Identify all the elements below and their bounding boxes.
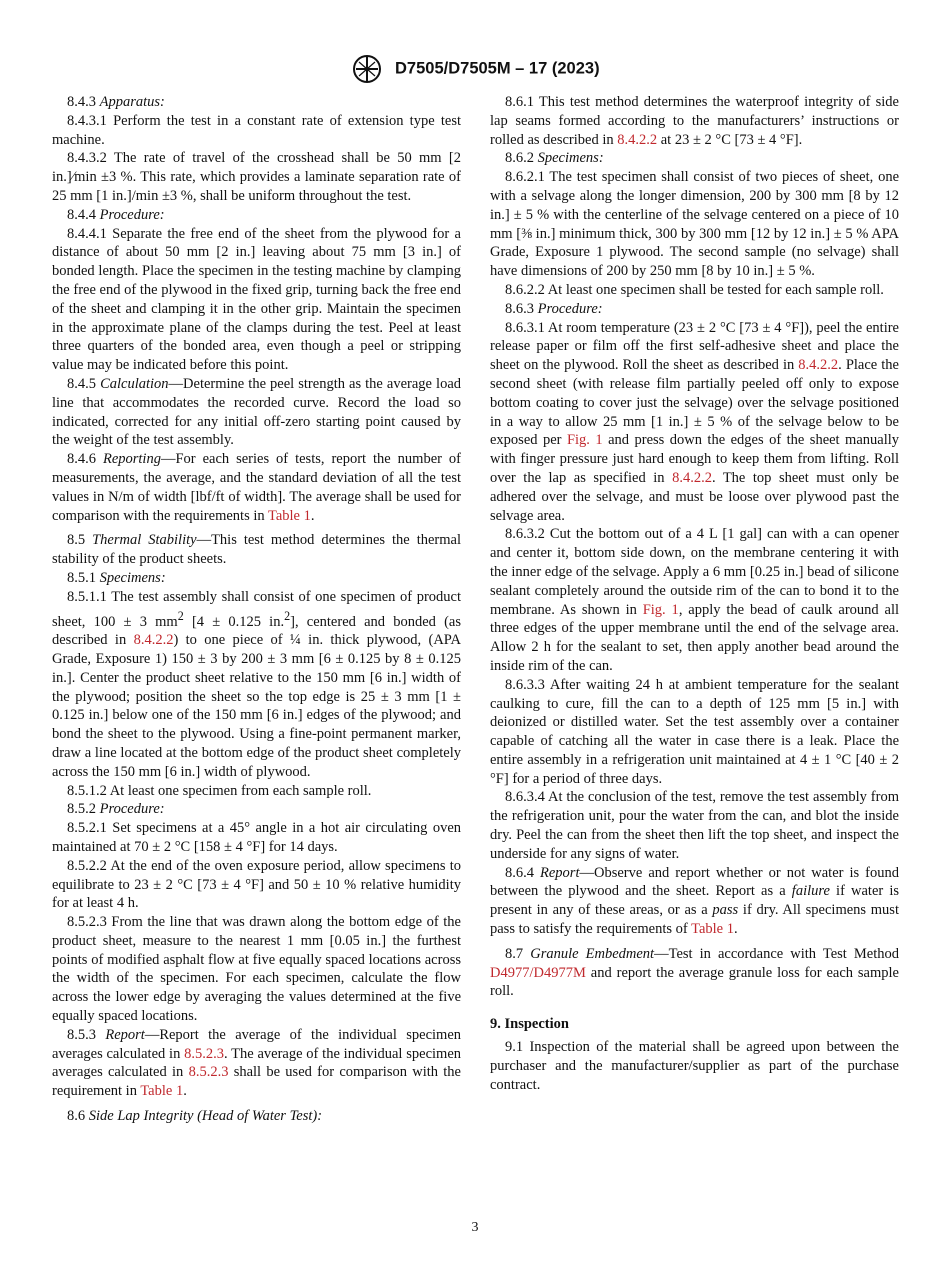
section-9-heading: 9. Inspection [490,1016,569,1033]
section-8-6-2-1: 8.6.2.1 The test specimen shall consist of two pieces of sheet, one with a selvage along the longer dimension, 200 by 300 mm [8 by 12 in.] ± 5 % with the centerline of the selvage centered on a piece of 10 mm [⅜ in.] minimum thick, 300 by 300 mm [12 by 12 in.] ± 5 % APA Grade, Exposure 1 plywood. The second sample (no selvage) shall have dimensions of 200 by 250 mm [8 by 10 in.] ± 5 %. [490,169,899,280]
section-8-6-4: 8.6.4 Report—Observe and report whether or not water is found between the plywood and the sheet. Report as a failure if water is present in any of these areas, or as a pass if dry. All specimens must pass to satisfy the requirements of Table 1. [490,864,899,938]
section-8-6-3-3: 8.6.3.3 After waiting 24 h at ambient temperature for the sealant caulking to cure, fill the can to a depth of 125 mm [5 in.] with deionized or distilled water. Set the test assembly over a container capable of catching all the water in case there is a leak. Place the entire assembly in a refrigeration unit maintained at 4 ± 1 °C [40 ± 2 °F] for a period of three days. [490,676,899,787]
link-fig-1[interactable]: Fig. 1 [566,432,603,449]
section-8-4-3-1: 8.4.3.1 Perform the test in a constant rate of extension type test machine. [52,112,461,148]
link-d4977[interactable]: D4977/D4977M [490,964,586,981]
link-8-4-2-2-e[interactable]: 8.4.2.2 [672,469,712,486]
link-8-4-2-2-d[interactable]: 8.4.2.2 [798,357,839,374]
section-8-6-3: 8.6.3 Procedure: [505,300,603,317]
section-8-4-6: 8.4.6 Reporting—For each series of tests, report the number of measurements, the average, and the standard deviation of all the test values in N/m of width [lbf/ft of width]. The average shall be used for comparison with the requirements in Table 1. [52,451,462,524]
section-8-4-5: 8.4.5 Calculation—Determine the peel strength as the average load line that accommodates the recorded curve. Record the load so indicated, corrected for any initial off-zero starting point caused by the weight of the test assembly. [52,375,462,449]
section-8-5-2: 8.5.2 Procedure: [67,801,165,818]
link-8-5-2-3[interactable]: 8.5.2.3 [184,1045,224,1062]
section-8-5-1-1: 8.5.1.1 The test assembly shall consist of one specimen of product sheet, 100 ± 3 $mm^2$ [4 ± 0.125 in.$^2$], centered and bonded (as described in 8.4.2.2) to one piece of ¼ in. thick plywood, (APA Grade, Exposure 1) 150 ± 3 by 200 ± 3 mm [6 ± 0.125 by 8 ± 0.125 in.]. Center the product sheet relative to the 150 mm [6 in.] width of the plywood; position the sheet so the top edge is 25 ± 3 mm [1 ± 0.125 in.] below one of the 150 mm [6 in.] edges of the plywood; and bond the sheet to the plywood. Using a fine-point permanent marker, draw a line located at the bottom edge of the product sheet completely across the 150 mm [6 in.] width of plywood. [52,588,462,780]
link-table-1-c[interactable]: Table 1 [691,921,734,938]
astm-logo-icon [350,54,384,84]
link-fig-1-b[interactable]: Fig. 1 [642,601,679,618]
section-8-5-3: 8.5.3 Report—Report the average of the individual specimen averages calculated in 8.5.2.3. The average of the individual specimen averages calculated in 8.5.2.3 shall be used for comparison with the requirement in Table 1. [52,1026,462,1100]
section-8-4-3: 8.4.3 Apparatus: [67,94,165,110]
section-8-6-1: 8.6.1 This test method determines the waterproof integrity of side lap seams formed according to the manufacturers’ instructions or rolled as described in 8.4.2.2 at 23 ± 2 °C [73 ± 4 °F]. [490,94,899,148]
section-8-5-1: 8.5.1 Specimens: [67,569,166,586]
section-8-5-2-1: 8.5.2.1 Set specimens at a 45° angle in a hot air circulating oven maintained at 70 ± 2 °C [158 ± 4 °F] for 14 days. [52,820,461,855]
section-8-5: 8.5 Thermal Stability—This test method determines the thermal stability of the product sheets. [52,532,461,568]
section-8-6-2-2: 8.6.2.2 At least one specimen shall be tested for each sample roll. [505,281,884,298]
section-9-1: 9.1 Inspection of the material shall be agreed upon between the purchaser and the manufacturer/supplier as part of the purchase contract. [490,1039,899,1093]
section-8-5-2-3: 8.5.2.3 From the line that was drawn along the bottom edge of the product sheet, measure to the nearest 1 mm [0.05 in.] the furthest points of modified asphalt flow at five equally spaced locations across the width of the specimen. For each specimen, calculate the flow across the lower edge by averaging the values determined at the five equally spaced locations. [52,914,461,1025]
link-8-4-2-2[interactable]: 8.4.2.2 [133,632,174,649]
section-8-7: 8.7 Granule Embedment—Test in accordance with Test Method D4977/D4977M and report the average granule loss for each sample roll. [490,945,900,1000]
document-title: D7505/D7505M – 17 (2023) [395,59,600,78]
right-column [490,93,899,1094]
section-8-6-2: 8.6.2 Specimens: [505,150,604,167]
section-8-6-3-4: 8.6.3.4 At the conclusion of the test, remove the test assembly from the refrigeration unit, pour the water from the can, and blot the inside dry. Peel the can from the sheet then lift the top sheet, and inspect the underside for any signs of water. [490,789,899,862]
section-8-4-3-2: 8.4.3.2 The rate of travel of the crosshead shall be 50 mm [2 in.]⁄min ±3 %. This rate, which provides a laminate separation rate of 25 mm [1 in.]/min ±3 %, shall be uniform throughout the test. [52,150,461,204]
section-8-6: 8.6 Side Lap Integrity (Head of Water Test): [67,1108,323,1125]
left-column [52,93,461,1126]
page-number: 3 [471,1220,479,1235]
link-table-1-b[interactable]: Table 1 [140,1083,184,1100]
section-8-6-3-1: 8.6.3.1 At room temperature (23 ± 2 °C [73 ± 4 °F]), peel the entire release paper or film off the first self-adhesive sheet and place the sheet on the plywood. Roll the sheet as described in 8.4.2.2. Place the second sheet (with release film partially peeled off only to expose bottom coating to cover just the selvage) over the selvage positioned in a way to allow 25 mm [1 in.] ± 5 % of the selvage below to be exposed per Fig. 1 and press down the edges of the sheet manually with finger pressure just hard enough to keep them from lifting. Roll over the lap as specified in 8.4.2.2. The top sheet must only be adhered over the selvage, and must be loose over plywood past the selvage area. [490,319,900,524]
link-8-5-2-3-b[interactable]: 8.5.2.3 [188,1064,229,1081]
section-8-4-4: 8.4.4 Procedure: [67,206,165,223]
section-8-4-4-1: 8.4.4.1 Separate the free end of the sheet from the plywood for a distance of about 50 mm [2 in.] leaving about 75 mm [3 in.] of bonded length. Place the specimen in the testing machine by clamping the free end of the plywood in the fixed grip, turning back the free end of the sheet and clamping it in the other grip. Maintain the specimen in the approximate plane of the clamps during the test. Peel at least three quarters of the bonded area, even though a peel or stripping value may be indicated before this point. [52,225,461,374]
link-8-4-2-2-c[interactable]: 8.4.2.2 [617,131,658,148]
section-8-6-3-2: 8.6.3.2 Cut the bottom out of a 4 L [1 gal] can with a can opener and center it, bottom side down, on the membrane centering it with the inner edge of the selvage. Apply a 6 mm [0.25 in.] bead of silicone sealant completely around the outside rim of the can to bond it to the membrane. As shown in Fig. 1, apply the bead of caulk around all three edges of the upper membrane until the end of the selvage area. Allow 2 h for the sealant to set, then apply another bead around the inside rim of the can. [490,526,899,674]
page-header [0,54,950,84]
link-table-1[interactable]: Table 1 [267,507,311,524]
section-8-5-2-2: 8.5.2.2 At the end of the oven exposure period, allow specimens to equilibrate to 23 ± 2 °C [73 ± 4 °F] and 50 ± 10 % relative humidity for at least 4 h. [52,857,461,912]
section-8-5-1-2: 8.5.1.2 At least one specimen from each sample roll. [67,782,372,799]
